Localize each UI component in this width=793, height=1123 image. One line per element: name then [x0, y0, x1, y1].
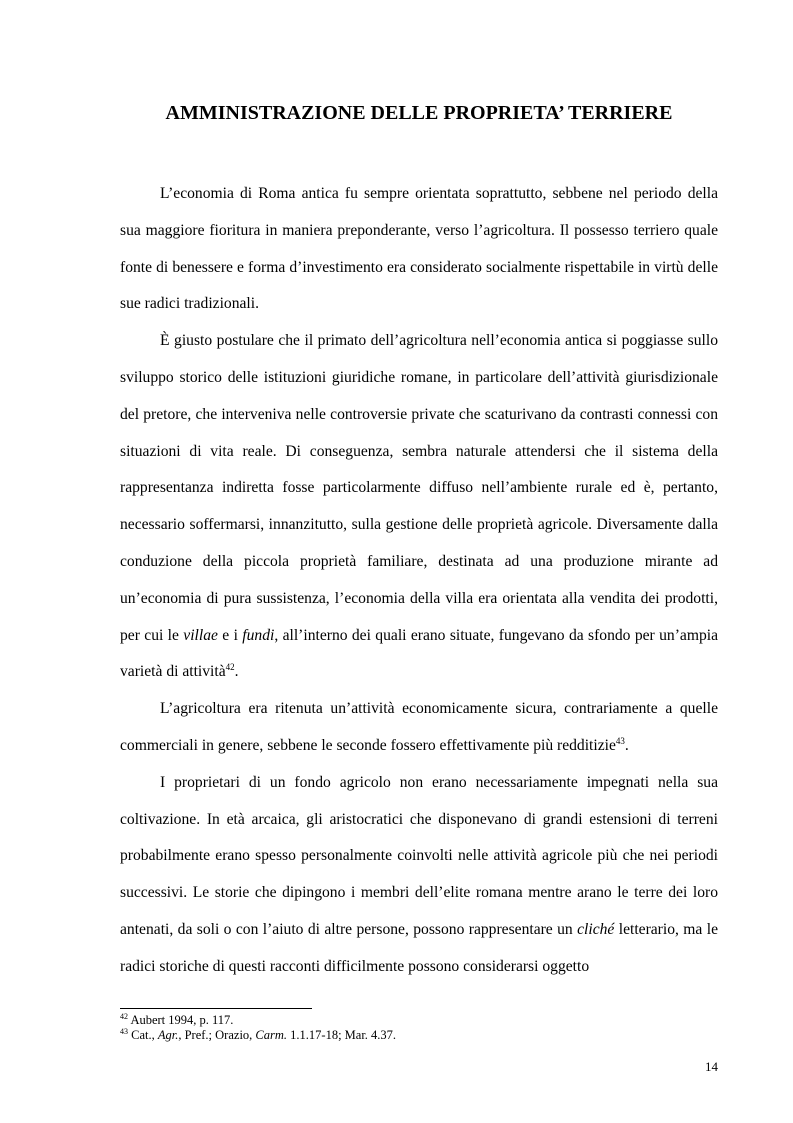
paragraph-text: L’economia di Roma antica fu sempre orientata soprattutto, sebbene nel periodo della sua maggiore fioritura in maniera preponderante, verso l’agricoltura. Il possesso terriero quale fonte di benessere e forma d’investimento era considerato socialmente rispettabile in virtù delle sue radici tradizionali.: [120, 185, 718, 313]
footnote-text: Cat.,: [131, 1028, 158, 1042]
footnote-43: [120, 1028, 718, 1043]
paragraph-text: L’agricoltura era ritenuta un’attività economicamente sicura, contrariamente a quelle commerciali in genere, sebbene le seconde fossero effettivamente più redditizie: [120, 700, 718, 754]
italic-term: cliché: [577, 920, 615, 938]
footnote-42: [120, 1013, 718, 1028]
paragraph-3: [120, 691, 718, 765]
footnote-text: 1.1.17-18; Mar. 4.37.: [287, 1028, 397, 1042]
paragraph-2: [120, 323, 718, 691]
footnote-ref-42[interactable]: 42: [225, 662, 235, 673]
footnote-text: Aubert 1994, p. 117.: [130, 1013, 234, 1027]
footnote-number: 42: [120, 1011, 128, 1021]
paragraph-4: [120, 765, 718, 986]
paragraph-text: .: [234, 663, 239, 681]
footnote-ref-43[interactable]: 43: [615, 735, 625, 746]
paragraph-text: È giusto postulare che il primato dell’agricoltura nell’economia antica si poggiasse sullo sviluppo storico delle istituzioni giuridiche romane, in particolare dell’attività giurisdizionale del pretore, che interveniva nelle controversie private che scaturivano da contrasti connessi con situazioni di vita reale. Di conseguenza, sembra naturale attendersi che il sistema della rappresentanza indiretta fosse particolarmente diffuso nell’ambiente rurale ed è, pertanto, necessario soffermarsi, innanzitutto, sulla gestione delle proprietà agricole. Diversamente dalla conduzione della piccola proprietà familiare, destinata ad una produzione mirante ad un’economia di pura sussistenza, l’economia della villa era orientata alla vendita dei prodotti, per cui le: [120, 332, 718, 644]
paragraph-text: , all’interno dei quali erano situate, fungevano da sfondo per un’ampia varietà di attività: [120, 626, 718, 681]
italic-term: fundi: [242, 626, 275, 644]
page-number: 14: [705, 1059, 718, 1074]
paragraph-text: letterario, ma le radici storiche di questi racconti difficilmente possono considerarsi oggetto: [120, 920, 718, 975]
footnote-number: 43: [120, 1026, 128, 1036]
page-title: AMMINISTRAZIONE DELLE PROPRIETA’ TERRIERE: [165, 102, 673, 124]
body-text: [120, 176, 718, 986]
italic-term: Carm.: [255, 1028, 288, 1042]
italic-term: villae: [183, 626, 218, 644]
paragraph-text: .: [624, 736, 629, 754]
footnote-separator: [120, 1008, 312, 1009]
italic-term: Agr.,: [157, 1028, 182, 1042]
paragraph-text: I proprietari di un fondo agricolo non erano necessariamente impegnati nella sua coltivazione. In età arcaica, gli aristocratici che disponevano di grandi estensioni di terreni probabilmente erano spesso personalmente coinvolti nelle attività agricole più che nei periodi successivi. Le storie che dipingono i membri dell’elite romana mentre arano le terre dei loro antenati, da soli o con l’aiuto di altre persone, possono rappresentare un: [120, 773, 718, 938]
paragraph-1: [120, 176, 718, 323]
footnote-text: Pref.; Orazio,: [181, 1028, 256, 1042]
paragraph-text: e i: [217, 626, 243, 644]
footnotes: [120, 1013, 718, 1043]
